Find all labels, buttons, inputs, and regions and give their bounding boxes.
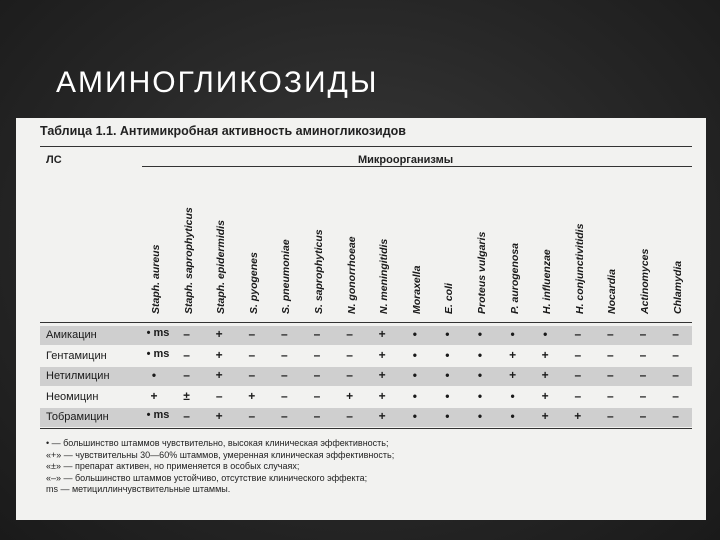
table-cell: + <box>509 347 517 362</box>
table-cell: • ms <box>146 347 170 360</box>
column-header: Nocardia <box>606 269 619 314</box>
table-cell: • <box>412 409 417 423</box>
table-row <box>40 388 692 407</box>
header-ls: ЛС <box>46 154 62 166</box>
column-header: H. influenzae <box>541 249 554 314</box>
table-cell: – <box>313 368 321 382</box>
table-cell: • <box>151 368 157 382</box>
table-cell: – <box>248 368 256 382</box>
column-header: Moraxella <box>410 265 423 314</box>
table-cell: + <box>541 368 549 382</box>
table-cell: • ms <box>146 327 170 339</box>
table-cell: – <box>248 327 256 341</box>
table-cell: + <box>378 347 386 362</box>
table-cell: – <box>639 368 647 382</box>
bottom-rule <box>40 428 692 429</box>
table-cell: – <box>672 409 679 423</box>
table-row <box>40 367 692 386</box>
column-header: N. meningitidis <box>378 238 391 314</box>
table-cell: – <box>281 388 288 403</box>
table-cell: • <box>477 327 483 341</box>
legend-item: «–» — большинство штаммов устойчиво, отсутствие клинического эффекта; <box>46 472 368 483</box>
header-bottom-rule <box>40 322 692 323</box>
table-caption: Таблица 1.1. Антимикробная активность аминогликозидов <box>40 124 406 138</box>
table-row <box>40 347 692 366</box>
table-row <box>40 408 692 427</box>
table-cell: • <box>412 368 417 382</box>
table-cell: – <box>607 347 614 362</box>
table-cell: – <box>672 347 679 362</box>
drug-name: Амикацин <box>46 329 97 341</box>
table-cell: – <box>281 368 288 382</box>
drug-name: Нетилмицин <box>46 370 110 382</box>
table-cell: – <box>313 409 321 423</box>
table-cell: – <box>183 368 190 382</box>
table-cell: – <box>574 347 582 362</box>
column-header: Staph. saprophyticus <box>182 207 195 314</box>
table-cell: + <box>215 368 223 382</box>
table-cell: – <box>346 368 353 382</box>
column-header: S. pyogenes <box>247 252 260 314</box>
table-cell: – <box>639 327 647 341</box>
table-cell: + <box>378 368 386 382</box>
column-header: N. gonorrhoeae <box>345 236 358 314</box>
drug-name: Гентамицин <box>46 349 107 362</box>
table-cell: – <box>639 388 647 403</box>
column-header: H. conjunctivitidis <box>573 223 586 314</box>
table-cell: – <box>672 388 679 403</box>
table-cell: + <box>248 388 256 403</box>
table-cell: • <box>445 347 450 362</box>
drug-name: Тобрамицин <box>46 411 109 423</box>
column-header: S. saprophyticus <box>313 229 325 314</box>
column-header: S. pneumoniae <box>280 239 293 314</box>
table-cell: – <box>183 327 190 341</box>
table-cell: + <box>346 388 354 403</box>
table-cell: • <box>477 409 483 423</box>
top-rule <box>40 146 692 147</box>
table-cell: ± <box>183 388 190 403</box>
table-cell: + <box>150 388 158 403</box>
table-cell: – <box>215 388 223 403</box>
table-cell: – <box>346 409 353 423</box>
column-header: E. coli <box>443 283 456 314</box>
table-cell: – <box>346 327 353 341</box>
column-header: Actinomyces <box>639 248 651 314</box>
table-cell: • <box>445 409 450 423</box>
table-cell: – <box>607 368 614 382</box>
table-cell: – <box>281 347 288 362</box>
table-cell: • <box>445 388 450 403</box>
drug-name: Неомицин <box>46 390 99 403</box>
table-cell: • <box>477 368 483 382</box>
table-cell: – <box>574 388 582 403</box>
table-cell: – <box>281 409 288 423</box>
column-header: Staph. epidermidis <box>215 220 228 314</box>
table-cell: • <box>543 327 548 341</box>
table-cell: + <box>215 347 223 362</box>
table-cell: + <box>541 409 549 423</box>
table-cell: – <box>607 409 614 423</box>
table-cell: + <box>215 327 223 341</box>
header-microorganisms: Микроорганизмы <box>358 154 454 166</box>
table-cell: • <box>477 347 483 362</box>
scanned-table-image <box>16 118 706 520</box>
table-cell: • ms <box>146 409 170 421</box>
table-cell: – <box>574 327 582 341</box>
table-cell: – <box>183 409 190 423</box>
table-cell: • <box>510 388 515 403</box>
table-cell: • <box>477 388 483 403</box>
table-cell: + <box>574 409 582 423</box>
table-cell: + <box>541 347 549 362</box>
table-cell: – <box>313 327 321 341</box>
table-container <box>40 122 692 494</box>
table-cell: – <box>248 347 256 362</box>
table-cell: • <box>445 327 450 341</box>
table-cell: + <box>215 409 223 423</box>
table-cell: – <box>248 409 256 423</box>
table-row <box>40 326 692 345</box>
column-header: P. aurogenosa <box>508 243 521 314</box>
table-cell: – <box>639 347 647 362</box>
table-cell: • <box>510 327 515 341</box>
table-cell: – <box>574 368 582 382</box>
table-cell: + <box>378 409 386 423</box>
table-cell: – <box>313 347 321 362</box>
table-cell: – <box>607 327 614 341</box>
table-cell: • <box>412 388 417 403</box>
table-cell: + <box>378 327 386 341</box>
legend-item: • — большинство штаммов чувствительно, высокая клиническая эффективность; <box>46 438 389 448</box>
table-cell: • <box>445 368 450 382</box>
table-cell: – <box>346 347 353 362</box>
table-cell: + <box>541 388 549 403</box>
table-cell: • <box>412 327 417 341</box>
legend-item: «±» — препарат активен, но применяется в особых случаях; <box>46 461 300 471</box>
legend-item: «+» — чувствительны 30—60% штаммов, умеренная клиническая эффективность; <box>46 449 395 460</box>
legend-item: ms — метициллинчувствительные штаммы. <box>46 484 231 494</box>
column-header: Chlamydia <box>671 260 684 314</box>
column-header: Proteus vulgaris <box>476 231 488 314</box>
table-cell: – <box>281 327 288 341</box>
table-cell: – <box>313 388 321 403</box>
micro-rule <box>142 166 692 167</box>
table-cell: + <box>509 368 517 382</box>
table-cell: + <box>378 388 386 403</box>
slide-title: АМИНОГЛИКОЗИДЫ <box>56 66 379 99</box>
column-header: Staph. aureus <box>150 244 162 314</box>
legend <box>46 438 394 496</box>
table-cell: – <box>607 388 614 403</box>
table-cell: • <box>412 347 417 362</box>
table-cell: – <box>183 347 190 362</box>
table-cell: – <box>639 409 647 423</box>
table-cell: – <box>672 327 679 341</box>
table-cell: • <box>510 409 515 423</box>
table-cell: – <box>672 368 679 382</box>
